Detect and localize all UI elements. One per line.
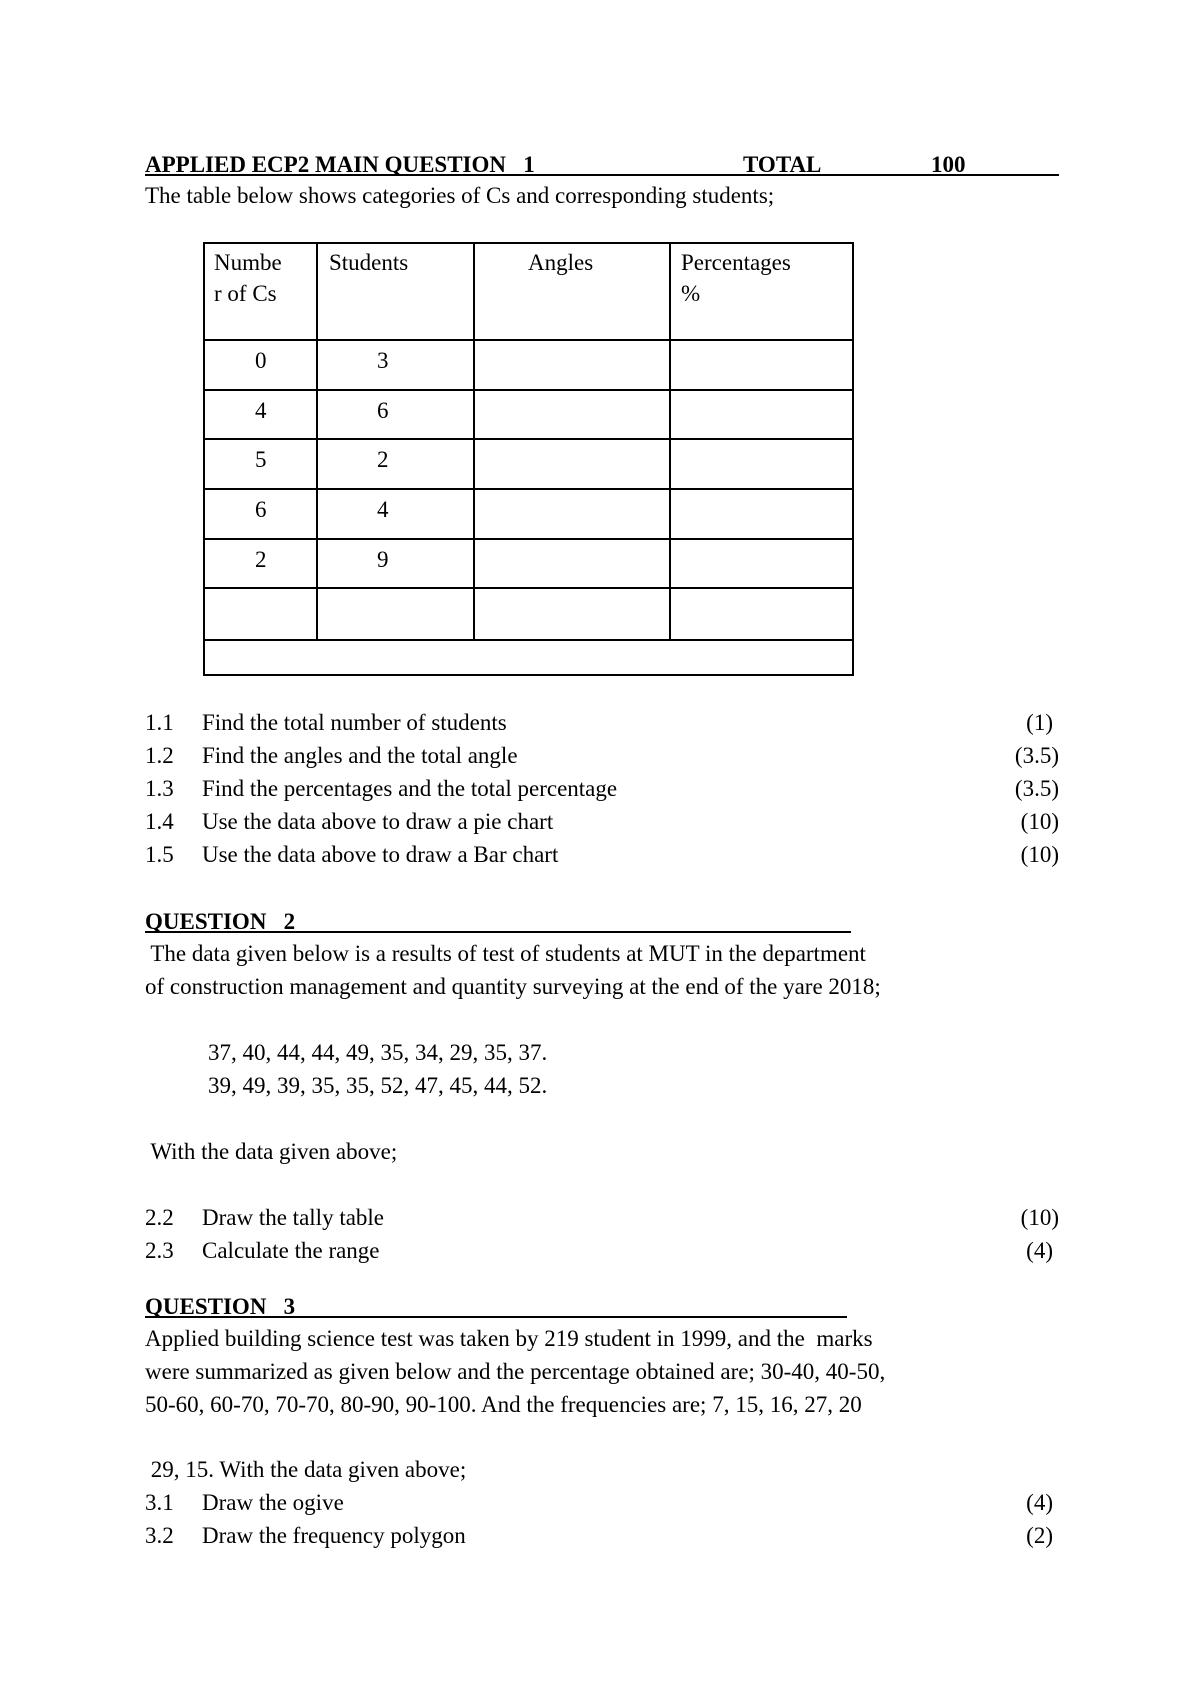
table-cell: 9 [377, 547, 389, 572]
q3-item-marks: (4) [1026, 1490, 1053, 1515]
q2-with-data: With the data given above; [145, 1139, 398, 1164]
q1-item-number: 1.4 [145, 809, 174, 834]
q1-intro: The table below shows categories of Cs and corresponding students; [145, 183, 775, 208]
q3-intro-line4: 29, 15. With the data given above; [145, 1457, 467, 1482]
q1-item-marks: (3.5) [1014, 743, 1059, 768]
q1-item-marks: (1) [1026, 710, 1053, 735]
q1-item-text: Use the data above to draw a pie chart [202, 809, 554, 834]
q2-intro-line2: of construction management and quantity surveying at the end of the yare 2018; [145, 974, 881, 999]
q2-item-marks: (10) [1020, 1205, 1059, 1230]
q3-intro-line1: Applied building science test was taken by 219 student in 1999, and the marks [145, 1326, 873, 1351]
q1-item-text: Find the total number of students [202, 710, 507, 735]
q3-heading [145, 1292, 847, 1318]
q2-item-text: Calculate the range [202, 1238, 380, 1263]
q2-heading [145, 907, 851, 933]
table-cell: 2 [255, 547, 267, 572]
q3-title: QUESTION 3 [145, 1294, 296, 1319]
q3-item-number: 3.2 [145, 1523, 174, 1548]
q2-item-marks: (4) [1026, 1238, 1053, 1263]
q2-title: QUESTION 2 [145, 909, 296, 934]
q2-data-line1: 37, 40, 44, 44, 49, 35, 34, 29, 35, 37. [208, 1040, 548, 1065]
table-header-students: Students [329, 250, 409, 275]
q3-item-text: Draw the frequency polygon [202, 1523, 466, 1548]
categories-table [203, 242, 854, 676]
table-header-number-of-cs: Numbe r of Cs [214, 250, 282, 306]
table-cell: 4 [255, 398, 267, 423]
q2-item-number: 2.3 [145, 1238, 174, 1263]
table-cell: 2 [377, 447, 389, 472]
q1-item-text: Find the angles and the total angle [202, 743, 518, 768]
header-total-value: 100 [931, 152, 966, 177]
header-total-label: TOTAL [743, 152, 822, 177]
q1-item-text: Find the percentages and the total percentage [202, 776, 618, 801]
table-cell: 3 [377, 348, 389, 373]
table-cell: 0 [255, 348, 267, 373]
q1-item-number: 1.1 [145, 710, 174, 735]
q3-item-marks: (2) [1026, 1523, 1053, 1548]
table-cell: 5 [255, 447, 267, 472]
table-cell: 4 [377, 497, 389, 522]
q2-item-number: 2.2 [145, 1205, 174, 1230]
q1-item-marks: (10) [1020, 842, 1059, 867]
q2-intro-line1: The data given below is a results of test of students at MUT in the department [145, 941, 866, 966]
main-header [145, 150, 1059, 176]
q2-data-line2: 39, 49, 39, 35, 35, 52, 47, 45, 44, 52. [208, 1073, 548, 1098]
q3-item-number: 3.1 [145, 1490, 174, 1515]
table-header-angles: Angles [528, 250, 594, 275]
q3-item-text: Draw the ogive [202, 1490, 344, 1515]
table-header-percentages: Percentages % [681, 250, 791, 306]
q1-item-marks: (10) [1020, 809, 1059, 834]
table-cell: 6 [255, 497, 267, 522]
q1-item-text: Use the data above to draw a Bar chart [202, 842, 559, 867]
table-cell: 6 [377, 398, 389, 423]
q2-item-text: Draw the tally table [202, 1205, 385, 1230]
q1-item-number: 1.3 [145, 776, 174, 801]
q3-intro-line2: were summarized as given below and the percentage obtained are; 30-40, 40-50, [145, 1359, 886, 1384]
q1-item-marks: (3.5) [1014, 776, 1059, 801]
q3-intro-line3: 50-60, 60-70, 70-70, 80-90, 90-100. And the frequencies are; 7, 15, 16, 27, 20 [145, 1392, 862, 1417]
q1-item-number: 1.2 [145, 743, 174, 768]
header-title: APPLIED ECP2 MAIN QUESTION 1 [145, 152, 535, 177]
q1-item-number: 1.5 [145, 842, 174, 867]
